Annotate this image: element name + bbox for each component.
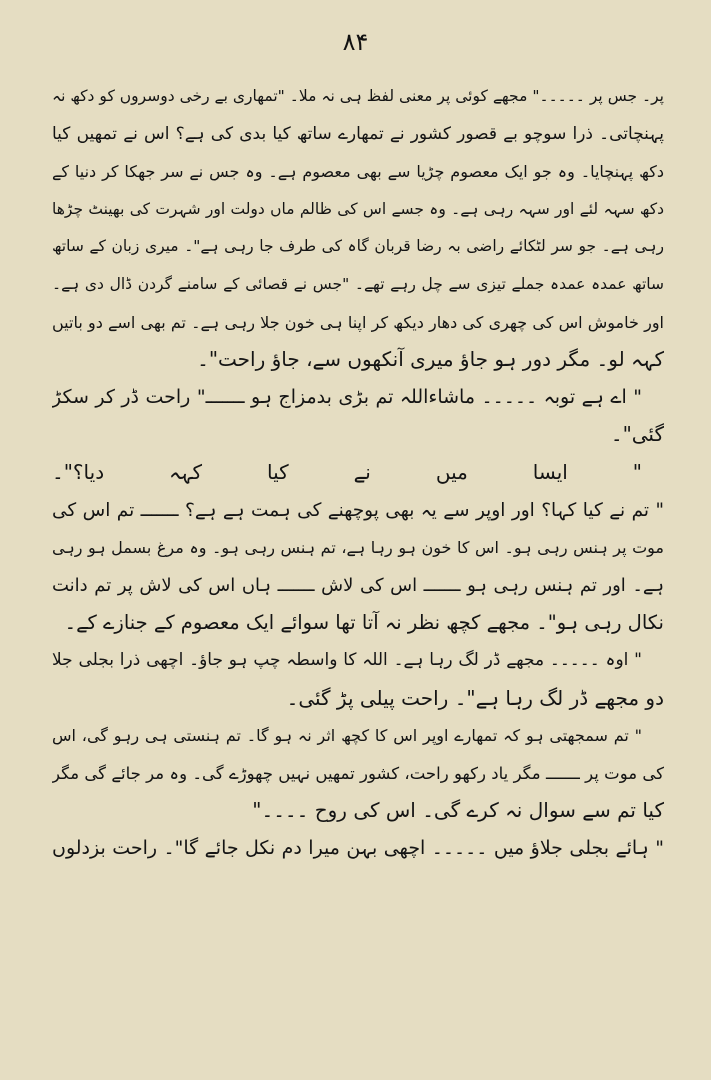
- text-line: گئی"۔: [610, 422, 664, 447]
- text-line: پر۔ جس پر ۔۔۔۔۔" مجھے کوئی پر معنی لفظ ہی نہ ملا۔ "تمھاری بے رخی دوسروں کو دکھ نہ: [52, 87, 664, 105]
- text-line: ہے۔ اور تم ہنس رہی ہو ـــــــ اس کی لاش ـــــــ ہاں اس کی لاش پر تم دانت: [52, 574, 664, 596]
- text-line: ساتھ عمدہ عمدہ جملے تیزی سے چل رہے تھے۔ "جس نے قصائی کے سامنے گردن ڈال دی ہے۔: [52, 274, 664, 293]
- text-line: " ایسا میں نے کیا کہہ دیا؟"۔: [52, 459, 642, 484]
- page-number: ۸۴: [342, 28, 369, 56]
- text-line: اور خاموش اس کی چھری کی دھار دیکھ کر اپنا ہی خون جلا رہی ہے۔ تم بھی اسے دو باتیں: [52, 312, 664, 332]
- text-line: نکال رہی ہو"۔ مجھے کچھ نظر نہ آتا تھا سوائے ایک معصوم کے جنازے کے۔: [64, 611, 664, 635]
- text-line: " تم نے کیا کہا؟ اور اوپر سے یہ بھی پوچھنے کی ہمت ہے ہے؟ ـــــــ تم اس کی: [52, 499, 664, 521]
- text-line: کیا تم سے سوال نہ کرے گی۔ اس کی روح ۔۔۔۔": [252, 798, 664, 823]
- text-line: دکھ پہنچایا۔ وہ جو ایک معصوم چڑیا سے بھی معصوم ہے۔ وہ جس نے سر جھکا کر دنیا کے: [52, 162, 664, 182]
- text-line: دو مجھے ڈر لگ رہا ہے"۔ راحت پیلی پڑ گئی۔: [286, 685, 664, 710]
- urdu-body-text: [52, 78, 664, 867]
- text-line: کی موت پر ـــــــ مگر یاد رکھو راحت، کشور تمھیں نہیں چھوڑے گی۔ وہ مر جائے گی مگر: [52, 763, 664, 783]
- text-line: " ہائے بجلی جلاؤ میں ۔۔۔۔۔ اچھی بہن میرا دم نکل جائے گا"۔ راحت بزدلوں: [52, 836, 664, 859]
- text-line: " اوہ ۔۔۔۔۔ مجھے ڈر لگ رہا ہے۔ اللہ کا واسطہ چپ ہو جاؤ۔ اچھی ذرا بجلی جلا: [52, 649, 642, 670]
- text-line: " اے ہے توبہ ۔۔۔۔۔ ماشاءاللہ تم بڑی بدمزاج ہو ـــــــ" راحت ڈر کر سکڑ: [52, 385, 642, 408]
- text-line: رہی ہے۔ جو سر لٹکائے راضی بہ رضا قربان گاہ کی طرف جا رہی ہے"۔ میری زبان کے ساتھ: [52, 237, 664, 256]
- text-line: پہنچاتی۔ ذرا سوچو بے قصور کشور نے تمھارے ساتھ کیا بدی کی ہے؟ اس نے تمھیں کیا: [52, 123, 664, 144]
- text-line: دکھ سہہ لئے اور سہہ رہی ہے۔ وہ جسے اس کی ظالم ماں دولت اور شہرت کی بھینٹ چڑھا: [52, 199, 664, 218]
- text-line: " تم سمجھتی ہو کہ تمھارے اوپر اس کا کچھ اثر نہ ہو گا۔ تم ہنستی ہی رہو گی، اس: [52, 726, 642, 746]
- text-line: موت پر ہنس رہی ہو۔ اس کا خون ہو رہا ہے، تم ہنس رہی ہو۔ وہ مرغ بسمل ہو رہی: [52, 538, 664, 558]
- text-line: کہہ لو۔ مگر دور ہو جاؤ میری آنکھوں سے، جاؤ راحت"۔: [197, 347, 664, 372]
